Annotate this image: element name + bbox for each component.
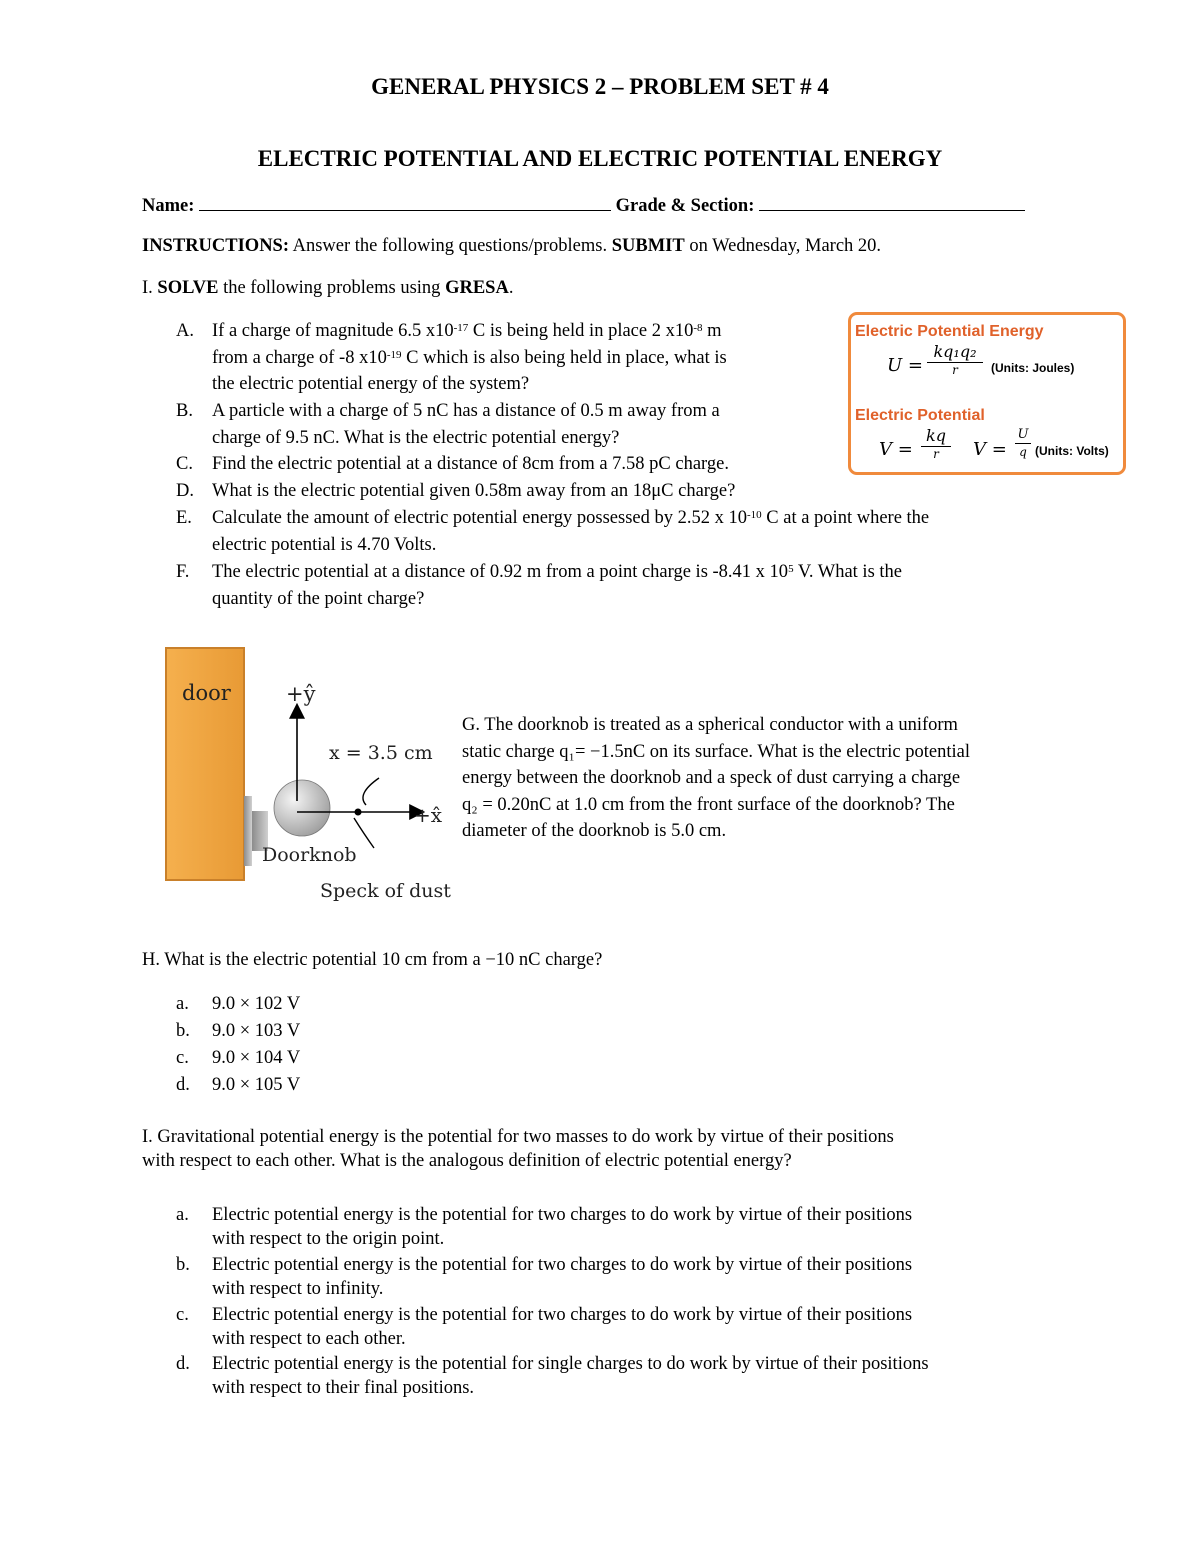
y-axis-label: +ŷ bbox=[286, 682, 316, 706]
option-text: Electric potential energy is the potential for two charges to do work by virtue of their positions bbox=[212, 1205, 913, 1225]
problem-f-text: The electric potential at a distance of 0.92 m from a point charge is -8.41 x 10 bbox=[212, 562, 789, 582]
potential-formula-title: Electric Potential bbox=[855, 407, 985, 424]
option-label: a. bbox=[176, 994, 189, 1014]
section-prefix: I. bbox=[142, 278, 158, 298]
section-solve: SOLVE bbox=[157, 278, 219, 298]
problem-i-question bbox=[142, 1125, 1042, 1173]
name-field[interactable] bbox=[199, 192, 611, 211]
section-mid: the following problems using bbox=[218, 278, 446, 298]
problem-h-question: H. What is the electric potential 10 cm from a −10 nC charge? bbox=[142, 950, 603, 970]
potential-numerator: kq bbox=[921, 426, 951, 447]
energy-denominator: r bbox=[952, 363, 958, 377]
potential-formula-lhs-2: V = bbox=[973, 439, 1007, 460]
problem-c-text: Find the electric potential at a distance of 8cm from a 7.58 pC charge. bbox=[212, 454, 729, 474]
problem-a-label: A. bbox=[176, 321, 194, 341]
problem-a-text: C is being held in place 2 x10 bbox=[468, 321, 694, 341]
instructions-date: on Wednesday, March 20. bbox=[684, 236, 882, 256]
problem-i-text: I. Gravitational potential energy is the potential for two masses to do work by virtue of their positions bbox=[142, 1127, 894, 1147]
problem-d-text: What is the electric potential given 0.58m away from an 18μC charge? bbox=[212, 481, 736, 501]
option-text: Electric potential energy is the potential for single charges to do work by virtue of their positions bbox=[212, 1354, 929, 1374]
option-label: c. bbox=[176, 1305, 189, 1325]
option-text: Electric potential energy is the potential for two charges to do work by virtue of their positions bbox=[212, 1305, 913, 1325]
problem-b-text: A particle with a charge of 5 nC has a distance of 0.5 m away from a bbox=[212, 401, 720, 421]
page-title: GENERAL PHYSICS 2 – PROBLEM SET # 4 bbox=[371, 74, 829, 99]
potential-fraction-2 bbox=[1015, 427, 1031, 460]
option-label: b. bbox=[176, 1021, 190, 1041]
section-gresa: GRESA bbox=[445, 278, 509, 298]
problem-g-text: diameter of the doorknob is 5.0 cm. bbox=[462, 821, 727, 841]
problem-a-text: the electric potential energy of the system? bbox=[212, 374, 530, 394]
formula-box bbox=[848, 312, 1126, 475]
problem-g-text: energy between the doorknob and a speck of dust carrying a charge bbox=[462, 768, 961, 788]
option-label: d. bbox=[176, 1075, 190, 1095]
option-text: with respect to each other. bbox=[212, 1329, 406, 1349]
doorknob-label: Doorknob bbox=[262, 844, 357, 866]
problem-a-text: C which is also being held in place, what is bbox=[401, 347, 727, 368]
name-row bbox=[142, 192, 1025, 217]
energy-formula-lhs: U = bbox=[887, 355, 923, 376]
dust-label: Speck of dust bbox=[320, 880, 451, 902]
instructions-text: Answer the following questions/problems. bbox=[289, 236, 612, 256]
dust-dot bbox=[355, 809, 362, 816]
option-text: with respect to their final positions. bbox=[212, 1378, 475, 1398]
section-heading bbox=[142, 278, 513, 299]
potential-formula-lhs: V = bbox=[879, 439, 913, 460]
option-text: with respect to infinity. bbox=[212, 1279, 384, 1299]
instructions bbox=[142, 236, 881, 257]
grade-label: Grade & Section: bbox=[615, 196, 755, 216]
problem-f-label: F. bbox=[176, 562, 190, 582]
problem-d-label: D. bbox=[176, 481, 194, 501]
problem-c-label: C. bbox=[176, 454, 193, 474]
problem-e-label: E. bbox=[176, 508, 192, 528]
problem-g-text: q₂ = 0.20nC at 1.0 cm from the front surface of the doorknob? The bbox=[462, 794, 955, 815]
exponent: -19 bbox=[386, 348, 402, 361]
problem-a-text: If a charge of magnitude 6.5 x10 bbox=[212, 321, 454, 341]
problem-f-text: quantity of the point charge? bbox=[212, 588, 425, 609]
potential-denominator: r bbox=[933, 447, 939, 461]
option-label: d. bbox=[176, 1354, 190, 1374]
doorknob-plate bbox=[244, 796, 252, 866]
energy-fraction bbox=[927, 342, 983, 377]
problem-g-text: G. The doorknob is treated as a spherical conductor with a uniform bbox=[462, 715, 958, 735]
potential-denominator-2: q bbox=[1019, 445, 1027, 459]
problem-f-text: V. What is the bbox=[793, 562, 902, 582]
option-text: Electric potential energy is the potential for two charges to do work by virtue of their positions bbox=[212, 1255, 913, 1275]
problem-g bbox=[462, 712, 1058, 845]
problem-e-text: electric potential is 4.70 Volts. bbox=[212, 534, 437, 555]
x-axis-label: +x̂ bbox=[414, 803, 443, 827]
exponent: -10 bbox=[746, 509, 762, 521]
option-text: 9.0 × 102 V bbox=[212, 994, 301, 1014]
option-label: b. bbox=[176, 1255, 190, 1275]
option-text: 9.0 × 103 V bbox=[212, 1021, 301, 1041]
potential-fraction bbox=[921, 426, 951, 461]
energy-numerator: kq₁q₂ bbox=[927, 342, 983, 363]
name-label: Name: bbox=[142, 196, 195, 216]
doorknob-figure bbox=[164, 646, 454, 908]
problem-a-text: from a charge of -8 x10 bbox=[212, 347, 387, 368]
energy-units: (Units: Joules) bbox=[991, 361, 1075, 375]
option-text: with respect to the origin point. bbox=[212, 1229, 445, 1249]
problem-i-text: with respect to each other. What is the analogous definition of electric potential energy? bbox=[142, 1151, 792, 1171]
problem-e-text: Calculate the amount of electric potential energy possessed by 2.52 x 10 bbox=[212, 508, 747, 528]
potential-units: (Units: Volts) bbox=[1035, 444, 1109, 458]
option-text: 9.0 × 105 V bbox=[212, 1075, 301, 1095]
distance-pointer bbox=[363, 778, 379, 805]
problem-b-text: charge of 9.5 nC. What is the electric potential energy? bbox=[212, 427, 620, 448]
exponent: 5 bbox=[788, 563, 794, 575]
problem-a-text: m bbox=[702, 321, 722, 341]
section-end: . bbox=[508, 278, 514, 298]
option-label: a. bbox=[176, 1205, 189, 1225]
page-subtitle: ELECTRIC POTENTIAL AND ELECTRIC POTENTIAL ENERGY bbox=[257, 146, 943, 171]
exponent: -17 bbox=[453, 322, 469, 334]
energy-formula-title: Electric Potential Energy bbox=[855, 323, 1044, 340]
problem-b-label: B. bbox=[176, 401, 193, 421]
grade-field[interactable] bbox=[759, 192, 1025, 211]
potential-numerator-2: U bbox=[1015, 427, 1031, 444]
problem-e-text: C at a point where the bbox=[761, 508, 930, 528]
exponent: -8 bbox=[693, 322, 703, 334]
problem-g-text: static charge q₁= −1.5nC on its surface. What is the electric potential bbox=[462, 741, 970, 762]
dust-pointer bbox=[354, 818, 374, 848]
door-label: door bbox=[182, 681, 231, 705]
instructions-label: INSTRUCTIONS: bbox=[142, 236, 290, 256]
option-text: 9.0 × 104 V bbox=[212, 1048, 301, 1068]
distance-label: x = 3.5 cm bbox=[329, 742, 433, 764]
doorknob-sphere bbox=[274, 780, 330, 836]
instructions-submit: SUBMIT bbox=[611, 236, 685, 256]
option-label: c. bbox=[176, 1048, 189, 1068]
